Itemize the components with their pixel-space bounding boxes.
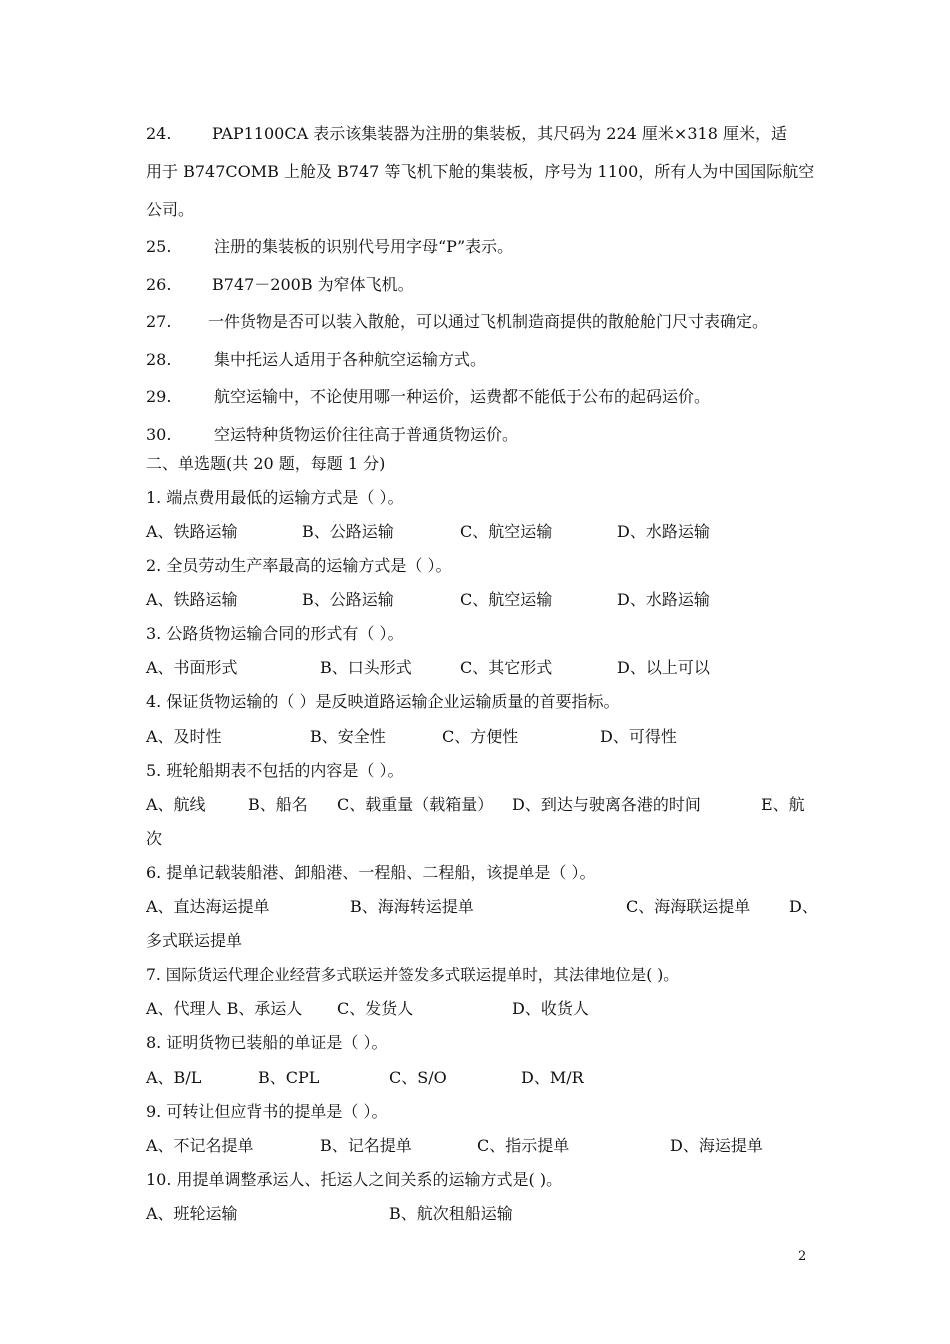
judgment-item-27 <box>146 311 769 333</box>
option-a: A、铁路运输 <box>146 590 238 609</box>
option-c: C、海海联运提单 <box>626 897 751 916</box>
option-d: D、 <box>789 897 818 916</box>
judgment-item-29 <box>146 386 711 408</box>
judgment-item-30 <box>146 424 519 446</box>
option-a: A、班轮运输 <box>146 1204 238 1223</box>
option-c: C、S/O <box>389 1068 447 1087</box>
item-number: 27. <box>146 312 172 331</box>
option-c: C、发货人 <box>337 999 414 1018</box>
option-a: A、及时性 <box>146 727 222 746</box>
option-continuation: 次 <box>146 829 163 848</box>
question-2: 2. 全员劳动生产率最高的运输方式是（ ）。 <box>146 556 452 575</box>
option-d: D、海运提单 <box>670 1136 763 1155</box>
question-4: 4. 保证货物运输的（ ）是反映道路运输企业运输质量的首要指标。 <box>146 692 620 711</box>
item-number: 29. <box>146 387 172 406</box>
option-c: C、方便性 <box>442 727 519 746</box>
option-d: D、以上可以 <box>617 658 710 677</box>
option-b: B、口头形式 <box>320 658 412 677</box>
option-continuation: 多式联运提单 <box>146 931 243 950</box>
option-b: B、公路运输 <box>302 590 394 609</box>
option-d: D、水路运输 <box>617 590 710 609</box>
option-c: C、载重量（载箱量） <box>337 795 494 814</box>
option-b: B、公路运输 <box>302 522 394 541</box>
option-d: D、M/R <box>521 1068 584 1087</box>
option-c: C、指示提单 <box>477 1136 570 1155</box>
item-text: PAP1100CA 表示该集装器为注册的集装板，其尺码为 224 厘米×318 厘米，适 <box>212 124 787 143</box>
question-8: 8. 证明货物已装船的单证是（ ）。 <box>146 1033 388 1052</box>
item-text: 航空运输中，不论使用哪一种运价，运费都不能低于公布的起码运价。 <box>214 387 711 406</box>
question-9: 9. 可转让但应背书的提单是（ ）。 <box>146 1102 388 1121</box>
question-7: 7. 国际货运代理企业经营多式联运并签发多式联运提单时，其法律地位是( )。 <box>146 966 679 984</box>
judgment-item-24-line-2: 用于 B747COMB 上舱及 B747 等飞机下舱的集装板，序号为 1100，所有人为中国国际航空 <box>146 162 815 181</box>
option-b: B、船名 <box>248 795 308 814</box>
item-text: 注册的集装板的识别代号用字母“P”表示。 <box>214 237 514 256</box>
option-a: A、直达海运提单 <box>146 897 270 916</box>
item-text: B747－200B 为窄体飞机。 <box>212 275 414 294</box>
option-b: B、CPL <box>258 1068 320 1087</box>
option-b: B、海海转运提单 <box>350 897 474 916</box>
section-title: 二、单选题(共 20 题，每题 1 分) <box>146 454 386 473</box>
question-6: 6. 提单记载装船港、卸船港、一程船、二程船，该提单是（ ）。 <box>146 863 596 882</box>
option-c: C、航空运输 <box>460 590 553 609</box>
option-e: E、航 <box>761 795 805 814</box>
judgment-item-24 <box>146 123 787 145</box>
item-number: 25. <box>146 237 172 256</box>
judgment-item-25 <box>146 236 514 258</box>
item-number: 24. <box>146 124 172 143</box>
option-c: C、其它形式 <box>460 658 553 677</box>
item-text: 一件货物是否可以装入散舱，可以通过飞机制造商提供的散舱舱门尺寸表确定。 <box>208 312 769 331</box>
option-a: A、书面形式 <box>146 658 238 677</box>
question-10: 10. 用提单调整承运人、托运人之间关系的运输方式是( )。 <box>146 1170 563 1189</box>
judgment-item-26 <box>146 274 414 296</box>
option-b: B、航次租船运输 <box>389 1204 513 1223</box>
question-5: 5. 班轮船期表不包括的内容是（ ）。 <box>146 761 404 780</box>
page-number: 2 <box>798 1249 807 1264</box>
item-text: 集中托运人适用于各种航空运输方式。 <box>214 350 487 369</box>
option-a: A、铁路运输 <box>146 522 238 541</box>
option-b: B、安全性 <box>310 727 386 746</box>
option-b: B、记名提单 <box>320 1136 412 1155</box>
option-d: D、水路运输 <box>617 522 710 541</box>
option-a: A、代理人 B、承运人 <box>146 999 303 1018</box>
option-a: A、B/L <box>146 1068 202 1087</box>
option-d: D、可得性 <box>600 727 677 746</box>
question-3: 3. 公路货物运输合同的形式有（ ）。 <box>146 624 404 643</box>
item-number: 30. <box>146 425 172 444</box>
question-1: 1. 端点费用最低的运输方式是（ ）。 <box>146 488 404 507</box>
option-d: D、收货人 <box>512 999 589 1018</box>
option-d: D、到达与驶离各港的时间 <box>512 795 701 814</box>
item-number: 26. <box>146 275 172 294</box>
option-a: A、航线 <box>146 795 206 814</box>
item-text: 空运特种货物运价往往高于普通货物运价。 <box>214 425 519 444</box>
judgment-item-28 <box>146 349 487 371</box>
option-a: A、不记名提单 <box>146 1136 254 1155</box>
judgment-item-24-line-3: 公司。 <box>146 200 195 219</box>
option-c: C、航空运输 <box>460 522 553 541</box>
item-number: 28. <box>146 350 172 369</box>
